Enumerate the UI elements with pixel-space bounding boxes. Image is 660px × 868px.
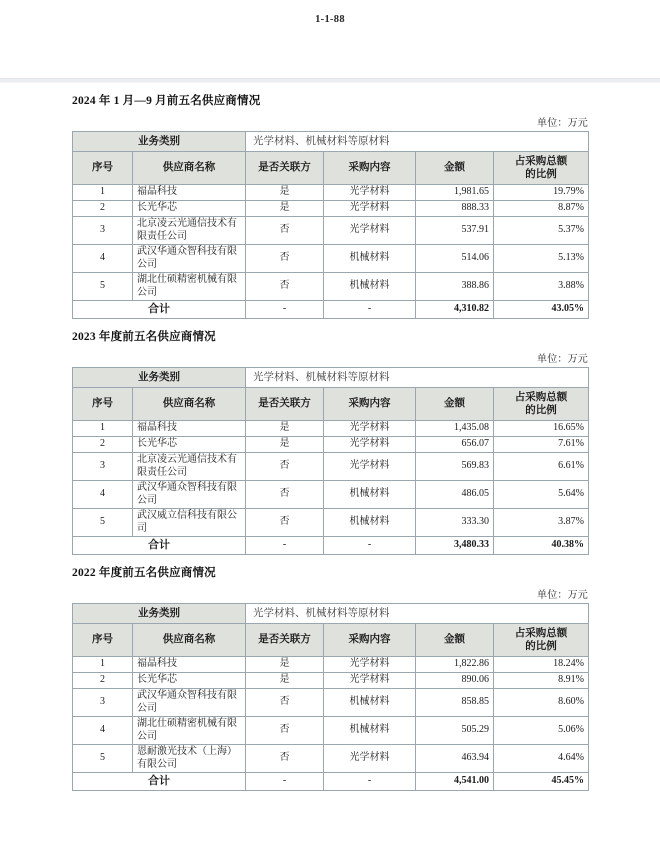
column-header-ratio-line2: 的比例 bbox=[525, 405, 557, 416]
total-purchase-content-cell: - bbox=[324, 773, 416, 791]
supplier-index-cell: 3 bbox=[73, 689, 133, 717]
total-purchase-content-cell: - bbox=[324, 301, 416, 319]
column-header-no: 序号 bbox=[73, 388, 133, 421]
total-amount-cell: 4,541.00 bbox=[416, 773, 494, 791]
table-row bbox=[73, 217, 589, 245]
supplier-table bbox=[72, 131, 589, 319]
supplier-name-cell: 武汉华通众智科技有限公司 bbox=[133, 245, 246, 273]
column-header-no: 序号 bbox=[73, 624, 133, 657]
supplier-name-cell: 武汉华通众智科技有限公司 bbox=[133, 481, 246, 509]
table-row bbox=[73, 437, 589, 453]
unit-label: 单位：万元 bbox=[537, 118, 588, 129]
total-amount-cell: 3,480.33 bbox=[416, 537, 494, 555]
table-header-row bbox=[73, 152, 589, 185]
supplier-name-cell: 长光华芯 bbox=[133, 201, 246, 217]
column-header-amount: 金额 bbox=[416, 388, 494, 421]
supplier-name-cell: 北京凌云光通信技术有限责任公司 bbox=[133, 217, 246, 245]
supplier-amount-cell: 890.06 bbox=[416, 673, 494, 689]
supplier-ratio-cell: 7.61% bbox=[494, 437, 589, 453]
column-header-content: 采购内容 bbox=[324, 152, 416, 185]
supplier-related-party-cell: 否 bbox=[246, 273, 324, 301]
column-header-content: 采购内容 bbox=[324, 624, 416, 657]
supplier-amount-cell: 388.86 bbox=[416, 273, 494, 301]
column-header-ratio-line2: 的比例 bbox=[525, 641, 557, 652]
supplier-ratio-cell: 4.64% bbox=[494, 745, 589, 773]
sections-container bbox=[0, 92, 660, 791]
column-header-related: 是否关联方 bbox=[246, 388, 324, 421]
supplier-amount-cell: 333.30 bbox=[416, 509, 494, 537]
supplier-name-cell: 湖北仕硕精密机械有限公司 bbox=[133, 717, 246, 745]
unit-label: 单位：万元 bbox=[537, 590, 588, 601]
category-label-cell: 业务类别 bbox=[73, 604, 246, 624]
supplier-amount-cell: 486.05 bbox=[416, 481, 494, 509]
table-row bbox=[73, 745, 589, 773]
table-header-row bbox=[73, 624, 589, 657]
supplier-related-party-cell: 是 bbox=[246, 657, 324, 673]
supplier-ratio-cell: 3.87% bbox=[494, 509, 589, 537]
total-label-cell: 合计 bbox=[73, 537, 246, 555]
supplier-index-cell: 4 bbox=[73, 245, 133, 273]
column-header-ratio bbox=[494, 152, 589, 185]
total-related-party-cell: - bbox=[246, 537, 324, 555]
supplier-index-cell: 1 bbox=[73, 421, 133, 437]
table-row bbox=[73, 201, 589, 217]
column-header-ratio-line1: 占采购总额 bbox=[514, 391, 568, 403]
total-label-cell: 合计 bbox=[73, 773, 246, 791]
column-header-ratio-line2: 的比例 bbox=[525, 169, 557, 180]
table-row bbox=[73, 245, 589, 273]
supplier-amount-cell: 656.07 bbox=[416, 437, 494, 453]
supplier-index-cell: 2 bbox=[73, 201, 133, 217]
supplier-related-party-cell: 否 bbox=[246, 689, 324, 717]
supplier-purchase-content-cell: 光学材料 bbox=[324, 185, 416, 201]
column-header-ratio-line1: 占采购总额 bbox=[514, 155, 568, 167]
supplier-index-cell: 5 bbox=[73, 509, 133, 537]
table-row bbox=[73, 673, 589, 689]
supplier-name-cell: 福晶科技 bbox=[133, 657, 246, 673]
table-row bbox=[73, 185, 589, 201]
supplier-amount-cell: 1,981.65 bbox=[416, 185, 494, 201]
supplier-table bbox=[72, 367, 589, 555]
column-header-content: 采购内容 bbox=[324, 388, 416, 421]
supplier-name-cell: 长光华芯 bbox=[133, 437, 246, 453]
category-row bbox=[73, 604, 589, 624]
supplier-related-party-cell: 是 bbox=[246, 421, 324, 437]
supplier-purchase-content-cell: 光学材料 bbox=[324, 673, 416, 689]
category-label-cell: 业务类别 bbox=[73, 368, 246, 388]
supplier-ratio-cell: 5.06% bbox=[494, 717, 589, 745]
category-value-cell: 光学材料、机械材料等原材料 bbox=[246, 132, 589, 152]
supplier-amount-cell: 1,822.86 bbox=[416, 657, 494, 673]
table-total-row bbox=[73, 773, 589, 791]
supplier-purchase-content-cell: 机械材料 bbox=[324, 273, 416, 301]
supplier-index-cell: 2 bbox=[73, 673, 133, 689]
supplier-index-cell: 1 bbox=[73, 657, 133, 673]
total-amount-cell: 4,310.82 bbox=[416, 301, 494, 319]
category-row bbox=[73, 132, 589, 152]
section-title: 2024 年 1 月—9 月前五名供应商情况 bbox=[72, 95, 261, 107]
supplier-name-cell: 恩耐激光技术（上海）有限公司 bbox=[133, 745, 246, 773]
supplier-ratio-cell: 6.61% bbox=[494, 453, 589, 481]
supplier-amount-cell: 505.29 bbox=[416, 717, 494, 745]
table-header-row bbox=[73, 388, 589, 421]
supplier-name-cell: 长光华芯 bbox=[133, 673, 246, 689]
column-header-name: 供应商名称 bbox=[133, 152, 246, 185]
supplier-related-party-cell: 否 bbox=[246, 481, 324, 509]
supplier-name-cell: 湖北仕硕精密机械有限公司 bbox=[133, 273, 246, 301]
supplier-section bbox=[0, 92, 660, 319]
supplier-name-cell: 武汉威立信科技有限公司 bbox=[133, 509, 246, 537]
supplier-purchase-content-cell: 机械材料 bbox=[324, 509, 416, 537]
column-header-ratio-line1: 占采购总额 bbox=[514, 627, 568, 639]
supplier-purchase-content-cell: 机械材料 bbox=[324, 481, 416, 509]
supplier-amount-cell: 888.33 bbox=[416, 201, 494, 217]
supplier-index-cell: 2 bbox=[73, 437, 133, 453]
supplier-section bbox=[0, 328, 660, 555]
supplier-section bbox=[0, 564, 660, 791]
supplier-purchase-content-cell: 光学材料 bbox=[324, 437, 416, 453]
supplier-amount-cell: 537.91 bbox=[416, 217, 494, 245]
unit-label: 单位：万元 bbox=[537, 354, 588, 365]
supplier-purchase-content-cell: 光学材料 bbox=[324, 217, 416, 245]
document-body bbox=[0, 83, 660, 791]
column-header-no: 序号 bbox=[73, 152, 133, 185]
category-value-cell: 光学材料、机械材料等原材料 bbox=[246, 604, 589, 624]
supplier-purchase-content-cell: 光学材料 bbox=[324, 657, 416, 673]
table-row bbox=[73, 481, 589, 509]
supplier-amount-cell: 514.06 bbox=[416, 245, 494, 273]
supplier-name-cell: 福晶科技 bbox=[133, 421, 246, 437]
column-header-related: 是否关联方 bbox=[246, 152, 324, 185]
supplier-related-party-cell: 否 bbox=[246, 453, 324, 481]
supplier-related-party-cell: 否 bbox=[246, 245, 324, 273]
supplier-purchase-content-cell: 光学材料 bbox=[324, 453, 416, 481]
total-label-cell: 合计 bbox=[73, 301, 246, 319]
total-related-party-cell: - bbox=[246, 773, 324, 791]
column-header-ratio bbox=[494, 388, 589, 421]
supplier-ratio-cell: 3.88% bbox=[494, 273, 589, 301]
category-row bbox=[73, 368, 589, 388]
column-header-related: 是否关联方 bbox=[246, 624, 324, 657]
table-row bbox=[73, 509, 589, 537]
table-row bbox=[73, 689, 589, 717]
table-row bbox=[73, 453, 589, 481]
column-header-name: 供应商名称 bbox=[133, 624, 246, 657]
supplier-related-party-cell: 是 bbox=[246, 185, 324, 201]
supplier-ratio-cell: 5.64% bbox=[494, 481, 589, 509]
section-title: 2023 年度前五名供应商情况 bbox=[72, 331, 216, 343]
supplier-name-cell: 福晶科技 bbox=[133, 185, 246, 201]
supplier-ratio-cell: 8.87% bbox=[494, 201, 589, 217]
section-title: 2022 年度前五名供应商情况 bbox=[72, 567, 216, 579]
supplier-index-cell: 4 bbox=[73, 717, 133, 745]
total-ratio-cell: 45.45% bbox=[494, 773, 589, 791]
total-ratio-cell: 43.05% bbox=[494, 301, 589, 319]
supplier-index-cell: 1 bbox=[73, 185, 133, 201]
supplier-related-party-cell: 是 bbox=[246, 201, 324, 217]
supplier-ratio-cell: 8.91% bbox=[494, 673, 589, 689]
supplier-related-party-cell: 否 bbox=[246, 717, 324, 745]
supplier-index-cell: 3 bbox=[73, 453, 133, 481]
supplier-purchase-content-cell: 光学材料 bbox=[324, 421, 416, 437]
total-related-party-cell: - bbox=[246, 301, 324, 319]
supplier-index-cell: 5 bbox=[73, 273, 133, 301]
supplier-ratio-cell: 5.37% bbox=[494, 217, 589, 245]
supplier-related-party-cell: 是 bbox=[246, 437, 324, 453]
supplier-related-party-cell: 否 bbox=[246, 217, 324, 245]
supplier-ratio-cell: 16.65% bbox=[494, 421, 589, 437]
total-purchase-content-cell: - bbox=[324, 537, 416, 555]
supplier-name-cell: 北京凌云光通信技术有限责任公司 bbox=[133, 453, 246, 481]
supplier-ratio-cell: 8.60% bbox=[494, 689, 589, 717]
column-header-ratio bbox=[494, 624, 589, 657]
supplier-index-cell: 3 bbox=[73, 217, 133, 245]
spacer-top bbox=[0, 83, 660, 92]
page-number: 1-1-88 bbox=[315, 14, 345, 25]
column-header-amount: 金额 bbox=[416, 152, 494, 185]
section-spacer bbox=[0, 319, 660, 328]
category-value-cell: 光学材料、机械材料等原材料 bbox=[246, 368, 589, 388]
supplier-related-party-cell: 否 bbox=[246, 745, 324, 773]
supplier-index-cell: 5 bbox=[73, 745, 133, 773]
supplier-name-cell: 武汉华通众智科技有限公司 bbox=[133, 689, 246, 717]
table-row bbox=[73, 717, 589, 745]
table-row bbox=[73, 421, 589, 437]
table-total-row bbox=[73, 301, 589, 319]
supplier-amount-cell: 569.83 bbox=[416, 453, 494, 481]
column-header-amount: 金额 bbox=[416, 624, 494, 657]
supplier-table bbox=[72, 603, 589, 791]
page-header bbox=[0, 0, 660, 78]
supplier-purchase-content-cell: 机械材料 bbox=[324, 245, 416, 273]
total-ratio-cell: 40.38% bbox=[494, 537, 589, 555]
category-label-cell: 业务类别 bbox=[73, 132, 246, 152]
section-spacer bbox=[0, 555, 660, 564]
table-row bbox=[73, 273, 589, 301]
supplier-ratio-cell: 18.24% bbox=[494, 657, 589, 673]
supplier-related-party-cell: 是 bbox=[246, 673, 324, 689]
supplier-purchase-content-cell: 机械材料 bbox=[324, 717, 416, 745]
supplier-ratio-cell: 19.79% bbox=[494, 185, 589, 201]
table-total-row bbox=[73, 537, 589, 555]
supplier-amount-cell: 463.94 bbox=[416, 745, 494, 773]
supplier-amount-cell: 1,435.08 bbox=[416, 421, 494, 437]
supplier-purchase-content-cell: 光学材料 bbox=[324, 745, 416, 773]
table-row bbox=[73, 657, 589, 673]
supplier-purchase-content-cell: 机械材料 bbox=[324, 689, 416, 717]
supplier-index-cell: 4 bbox=[73, 481, 133, 509]
supplier-ratio-cell: 5.13% bbox=[494, 245, 589, 273]
column-header-name: 供应商名称 bbox=[133, 388, 246, 421]
supplier-amount-cell: 858.85 bbox=[416, 689, 494, 717]
supplier-purchase-content-cell: 光学材料 bbox=[324, 201, 416, 217]
supplier-related-party-cell: 否 bbox=[246, 509, 324, 537]
